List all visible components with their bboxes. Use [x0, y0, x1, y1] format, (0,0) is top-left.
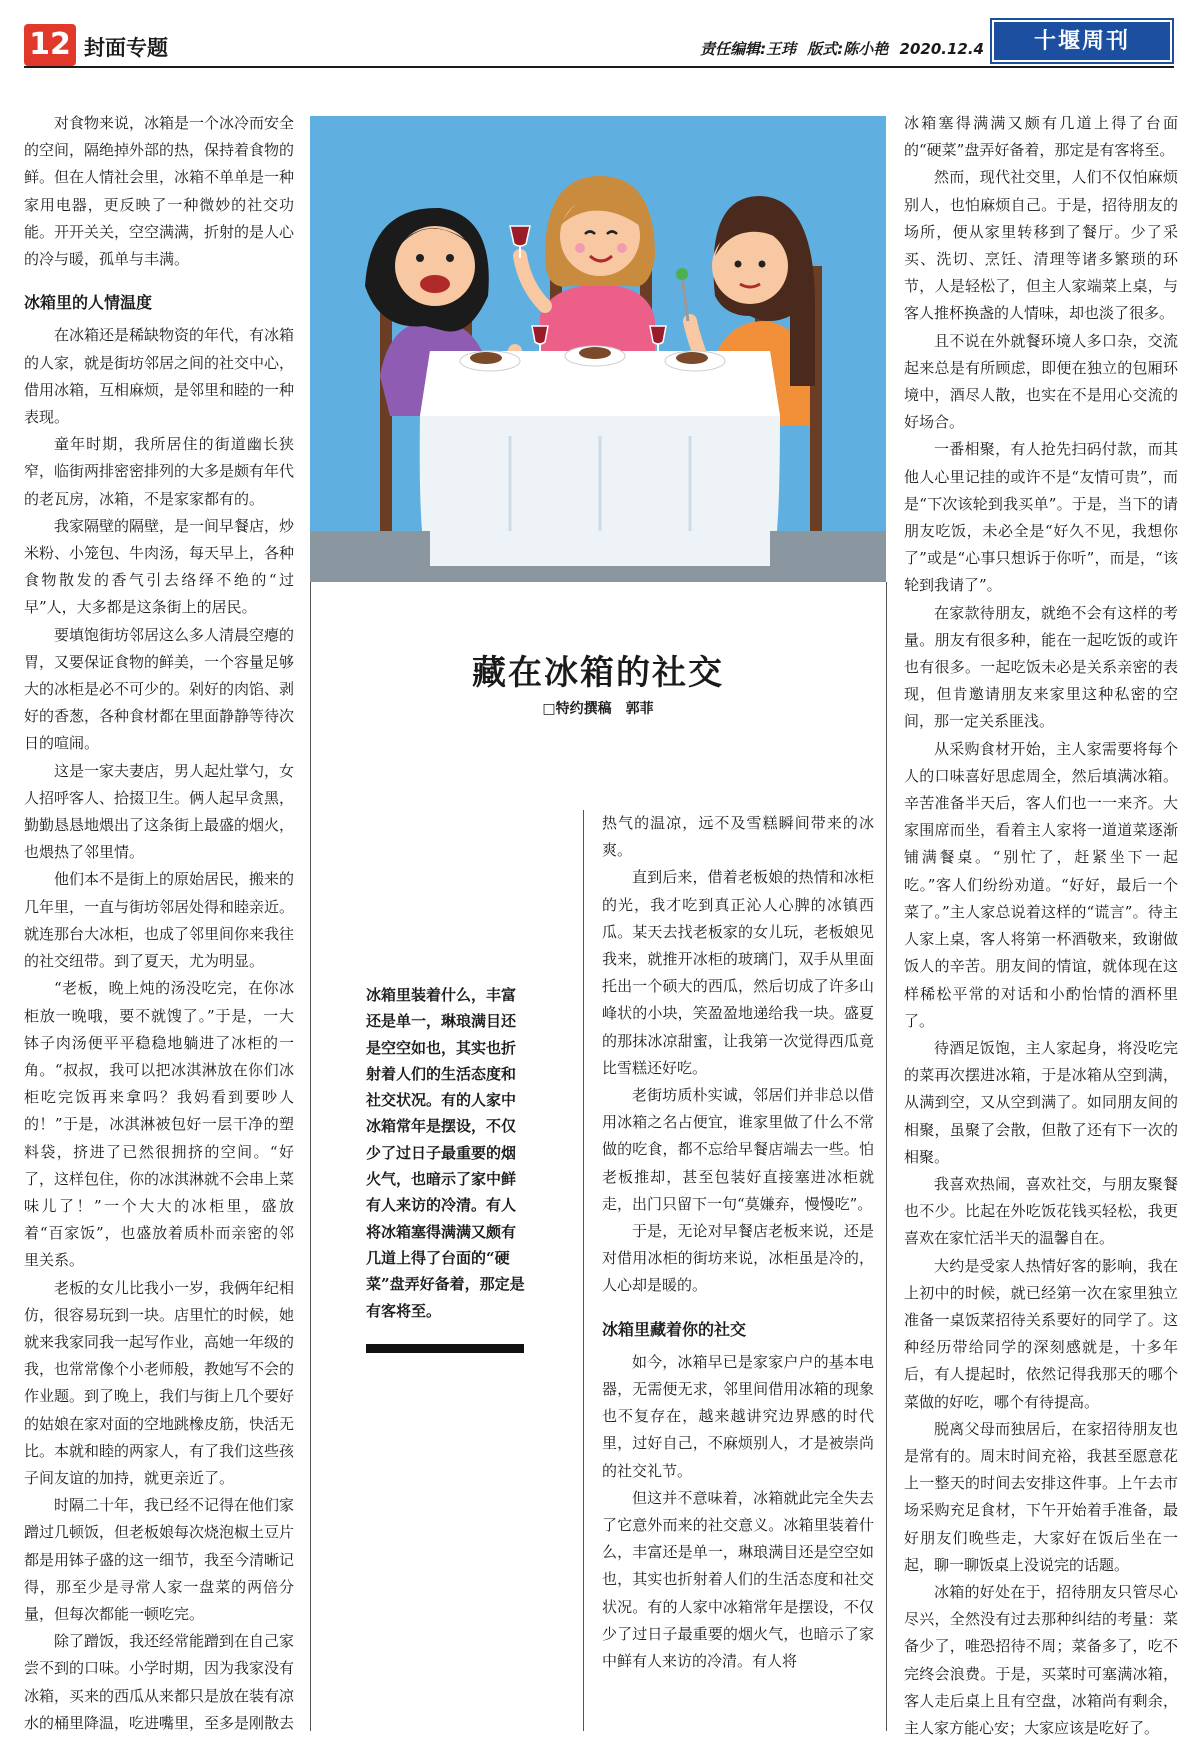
issue-date: 2020.12.4 [899, 40, 984, 58]
brand-name: 十堰周刊 [994, 22, 1170, 60]
subheading-1: 冰箱里的人情温度 [24, 293, 153, 313]
intro-paragraph: 对食物来说，冰箱是一个冰冷而安全的空间，隔绝掉外部的热，保持着食物的鲜。但在人情社会里，冰箱不单单是一种家用电器，更反映了一种微妙的社交功能。开开关关，空空满满，折射的是人心的冷与暖，孤单与丰满。 [24, 114, 295, 269]
paragraph: 于是，无论对早餐店老板来说，还是对借用冰柜的街坊来说，冰柜虽是冷的，人心却是暖的。 [602, 1222, 874, 1295]
page-header [24, 18, 1174, 66]
article-title: 藏在冰箱的社交 [472, 653, 724, 693]
column-3 [602, 810, 874, 1675]
paragraph: 冰箱塞得满满又颇有几道上得了台面的“硬菜”盘弄好备着，那定是有客将至。 [904, 114, 1178, 160]
paragraph: 直到后来，借着老板娘的热情和冰柜的光，我才吃到真正沁人心脾的冰镇西瓜。某天去找老板家的女儿玩，老板娘见我来，就推开冰柜的玻璃门，双手从里面托出一个硕大的西瓜，然后切成了许多山峰状的小块，笑盈盈地递给我一块。盛夏的那抹冰凉甜蜜，让我第一次觉得西瓜竟比雪糕还好吃。 [602, 868, 874, 1077]
brand-logo [990, 18, 1174, 64]
paragraph: 我家隔壁的隔壁，是一间早餐店，炒米粉、小笼包、牛肉汤，每天早上，各种食物散发的香气引去络绎不绝的“过早”人，大多都是这条街上的居民。 [24, 516, 295, 617]
paragraph: 脱离父母而独居后，在家招待朋友也是常有的。周末时间充裕，我甚至愿意花上一整天的时间去安排这件事。上午去市场采购充足食材，下午开始着手准备，最好朋友们晚些走，大家好在饭后坐在一起，聊一聊饭桌上没说完的话题。 [904, 1419, 1178, 1574]
paragraph: 热气的温凉，远不及雪糕瞬间带来的冰爽。 [602, 814, 874, 860]
section-title: 封面专题 [84, 36, 168, 60]
layout-credit: 版式:陈小艳 [807, 40, 889, 58]
page-number: 12 [24, 24, 76, 66]
byline: □特约撰稿 郭菲 [542, 701, 654, 717]
column-4 [904, 110, 1178, 1742]
paragraph: 除了蹭饭，我还经常能蹭到在自己家尝不到的口味。小学时期，因为我家没有冰箱，买来的西瓜从来都只是放在装有凉水的桶里降温，吃进嘴里，至多是刚散去 [24, 1632, 295, 1732]
paragraph: 且不说在外就餐环境人多口杂，交流起来总是有所顾虑，即便在独立的包厢环境中，酒尽人散，也实在不是用心交流的好场合。 [904, 331, 1178, 432]
paragraph: 我喜欢热闹，喜欢社交，与朋友聚餐也不少。比起在外吃饭花钱买轻松，我更喜欢在家忙活半天的温馨自在。 [904, 1174, 1178, 1248]
paragraph: 大约是受家人热情好客的影响，我在上初中的时候，就已经第一次在家里独立准备一桌饭菜招待关系要好的同学了。这种经历带给同学的深刻感就是，十多年后，有人提起时，依然记得我那天的哪个菜做的好吃，哪个有待提高。 [904, 1256, 1178, 1411]
paragraph: 一番相聚，有人抢先扫码付款，而其他人心里记挂的或许不是“友情可贵”，而是“下次该轮到我买单”。于是，当下的请朋友吃饭，未必全是“好久不见，我想你了”或是“心事只想诉于你听”，而是，“该轮到我请了”。 [904, 440, 1178, 595]
pull-quote: 冰箱里装着什么，丰富还是单一，琳琅满目还是空空如也，其实也折射着人们的生活态度和社交状况。有的人家中冰箱常年是摆设，不仅少了过日子最重要的烟火气，也暗示了家中鲜有人来访的冷清。有人将冰箱塞得满满又颇有几道上得了台面的“硬菜”盘弄好备着，那定是有客将至。 [366, 986, 525, 1320]
paragraph: 在家款待朋友，就绝不会有这样的考量。朋友有很多种，能在一起吃饭的或许也有很多。一起吃饭未必是关系亲密的表现，但肯邀请朋友来家里这种私密的空间，那一定关系匪浅。 [904, 603, 1178, 731]
paragraph: 在冰箱还是稀缺物资的年代，有冰箱的人家，就是街坊邻居之间的社交中心，借用冰箱，互相麻烦，是邻里和睦的一种表现。 [24, 326, 295, 427]
editor-credit: 责任编辑:王玮 [700, 40, 797, 58]
header-rule [24, 66, 1174, 68]
column-1 [24, 110, 294, 1737]
paragraph: 如今，冰箱早已是家家户户的基本电器，无需便无求，邻里间借用冰箱的现象也不复存在，越来越讲究边界感的时代里，过好自己，不麻烦别人，才是被崇尚的社交礼节。 [602, 1352, 874, 1480]
paragraph: 然而，现代社交里，人们不仅怕麻烦别人，也怕麻烦自己。于是，招待朋友的场所，便从家里转移到了餐厅。少了采买、洗切、烹饪、清理等诸多繁琐的环节，人是轻松了，但主人家端菜上桌，与客人推杯换盏的人情味，却也淡了很多。 [904, 168, 1178, 323]
paragraph: “老板，晚上炖的汤没吃完，在你冰柜放一晚哦，要不就馊了。”于是，一大钵子肉汤便平平稳稳地躺进了冰柜的一角。“叔叔，我可以把冰淇淋放在你们冰柜吃完饭再来拿吗？我妈看到要吵人的！”于是，冰淇淋被包好一层干净的塑料袋，挤进了已然很拥挤的空间。“好了，这样包住，你的冰淇淋就不会串上菜味儿了！”一个大大的冰柜里，盛放着“百家饭”，也盛放着质朴而亲密的邻里关系。 [24, 979, 295, 1270]
paragraph: 老板的女儿比我小一岁，我俩年纪相仿，很容易玩到一块。店里忙的时候，她就来我家同我一起写作业，高她一年级的我，也常常像个小老师般，教她写不会的作业题。到了晚上，我们与街上几个要好的姑娘在家对面的空地跳橡皮筋，快活无比。本就和睦的两家人，有了我们这些孩子间友谊的加持，就更亲近了。 [24, 1278, 295, 1487]
paragraph: 时隔二十年，我已经不记得在他们家蹭过几顿饭，但老板娘每次烧泡椒土豆片都是用钵子盛的这一细节，我至今清晰记得，那至少是寻常人家一盘菜的两倍分量，但每次都能一顿吃完。 [24, 1496, 295, 1623]
column-divider [310, 582, 311, 1731]
paragraph: 从采购食材开始，主人家需要将每个人的口味喜好思虑周全，然后填满冰箱。辛苦准备半天后，客人们也一一来齐。大家围席而坐，看着主人家将一道道菜逐渐铺满餐桌。“别忙了，赶紧坐下一起吃。”客人们纷纷劝道。“好好，最后一个菜了。”主人家总说着这样的“谎言”。待主人家上桌，客人将第一杯酒敬来，致谢做饭人的辛苦。朋友间的情谊，就体现在这样稀松平常的对话和小酌怡情的酒杯里了。 [904, 739, 1178, 1030]
dinner-illustration [310, 116, 886, 582]
column-divider [886, 582, 887, 1731]
subheading-2: 冰箱里藏着你的社交 [602, 1319, 747, 1339]
column-divider [583, 810, 584, 1731]
credits [694, 38, 984, 59]
paragraph: 冰箱的好处在于，招待朋友只管尽心尽兴，全然没有过去那种纠结的考量：菜备少了，唯恐招待不周；菜备多了，吃不完终会浪费。于是，买菜时可塞满冰箱，客人走后桌上且有空盘，冰箱尚有剩余，主人家方能心安；大家应该是吃好了。 [904, 1582, 1178, 1737]
paragraph: 这是一家夫妻店，男人起灶掌勺，女人招呼客人、拾掇卫生。俩人起早贪黑，勤勤恳恳地煨出了这条街上最盛的烟火，也煨热了邻里情。 [24, 761, 295, 862]
paragraph: 要填饱街坊邻居这么多人清晨空瘪的胃，又要保证食物的鲜美，一个容量足够大的冰柜是必不可少的。剁好的肉馅、剥好的香葱，各种食材都在里面静静等待次日的喧闹。 [24, 625, 295, 753]
paragraph: 他们本不是街上的原始居民，搬来的几年里，一直与街坊邻居处得和睦亲近。就连那台大冰柜，也成了邻里间你来我往的社交纽带。到了夏天，尤为明显。 [24, 870, 295, 971]
paragraph: 童年时期，我所居住的街道幽长狭窄，临街两排密密排列的大多是颇有年代的老瓦房，冰箱，不是家家都有的。 [24, 435, 295, 508]
paragraph: 待酒足饭饱，主人家起身，将没吃完的菜再次摆进冰箱，于是冰箱从空到满，从满到空，又从空到满了。如同朋友间的相聚，虽聚了会散，但散了还有下一次的相聚。 [904, 1038, 1178, 1166]
paragraph: 老街坊质朴实诚，邻居们并非总以借用冰箱之名占便宜，谁家里做了什么不常做的吃食，都不忘给早餐店端去一些。怕老板推却，甚至包装好直接塞进冰柜就走，出门只留下一句“莫嫌弃，慢慢吃”。 [602, 1086, 874, 1213]
pull-quote-bar [366, 1344, 524, 1353]
paragraph: 但这并不意味着，冰箱就此完全失去了它意外而来的社交意义。冰箱里装着什么，丰富还是单一，琳琅满目还是空空如也，其实也折射着人们的生活态度和社交状况。有的人家中冰箱常年是摆设，不仅少了过日子最重要的烟火气，也暗示了家中鲜有人来访的冷清。有人将 [602, 1488, 874, 1671]
